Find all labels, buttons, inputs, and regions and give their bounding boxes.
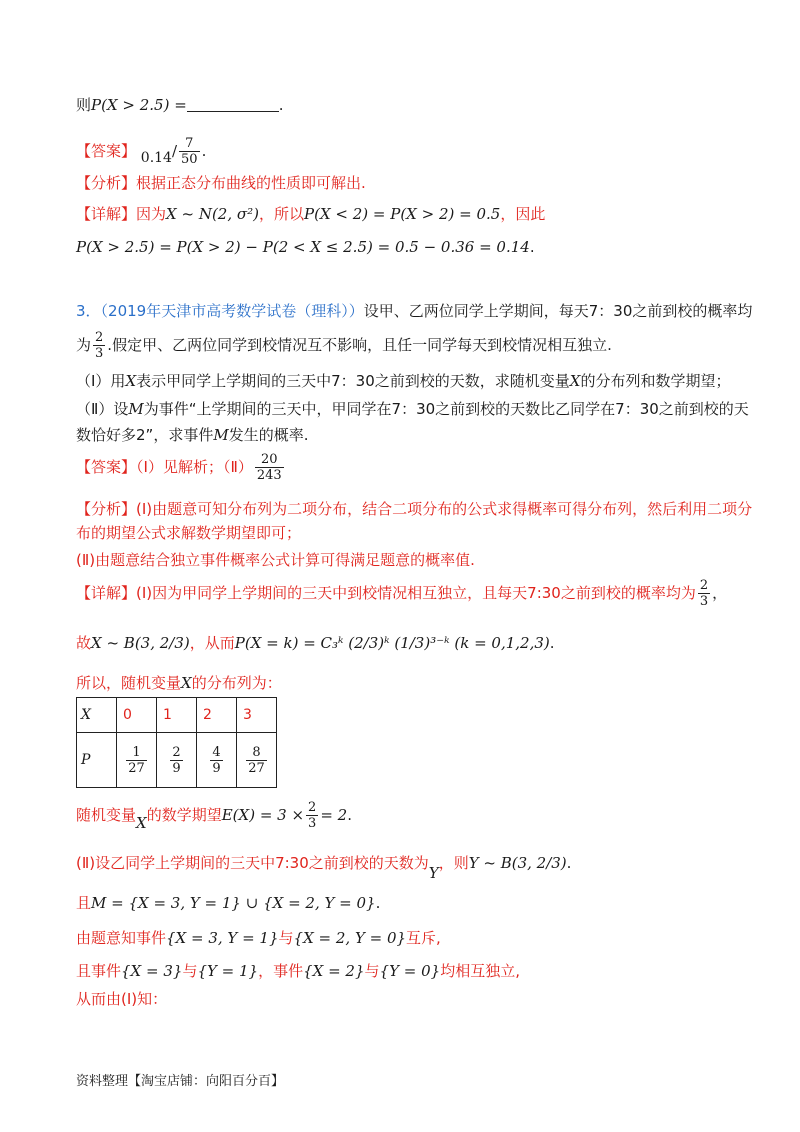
q3-stem-line-2 [76, 328, 612, 362]
detail-math: P(X < 2) = P(X > 2) = 0.5 [304, 205, 501, 223]
detail-math: M = {X = 3, Y = 1} ∪ {X = 2, Y = 0} [91, 894, 376, 912]
detail-text: 的分布列为： [191, 674, 282, 692]
q3-analysis-line-1 [76, 498, 752, 520]
detail-text: 所以，随机变量 [76, 674, 182, 692]
var-x: X [569, 372, 581, 390]
detail-math: {Y = 1} [197, 962, 259, 980]
prev-question-prefix: 则 [76, 96, 92, 114]
question-stem: 设甲、乙两位同学上学期间，每天7：30之前到校的概率均 [363, 302, 753, 320]
q3-part2-detail-line: (Ⅱ)设乙同学上学期间的三天中7:30之前到校的天数为Y，则Y ~ B(3, 2/3). [76, 854, 572, 882]
detail-text: 因为 [136, 205, 167, 223]
detail-text: 且 [76, 894, 92, 912]
detail-text: ，事件 [258, 962, 304, 980]
detail-text: 互斥, [406, 929, 441, 947]
q3-part2-line-1 [76, 398, 749, 420]
q3-stem-line-1 [76, 300, 752, 322]
table-cell: $\frac{2}{9}$ [157, 733, 197, 788]
question-source: （2019年天津市高考数学试卷（理科）） [100, 302, 364, 320]
table-header-cell: 3 [237, 698, 277, 733]
prev-question-line: 则P(X > 2.5) = . [76, 96, 284, 114]
distribution-table [76, 697, 277, 788]
analysis-text: (Ⅱ)由题意结合独立事件概率公式计算可得满足题意的概率值. [76, 551, 475, 569]
detail-fraction: $\frac{2}{3}$ [699, 578, 709, 609]
detail-text: 均相互独立, [440, 962, 520, 980]
part2-text: （Ⅱ）设 [76, 400, 129, 418]
var-x: X [181, 674, 192, 692]
expectation-math: E(X) = 3 × [221, 806, 305, 824]
detail-text: 与 [182, 962, 198, 980]
detail-text: ，所以 [258, 205, 304, 223]
detail-text: 且事件 [76, 962, 122, 980]
table-header-row [77, 698, 277, 733]
detail-text: 的数学期望 [146, 806, 222, 824]
prev-detail-line [76, 203, 545, 225]
table-header-cell: X [77, 698, 117, 733]
detail-math: {X = 2} [303, 962, 365, 980]
detail-formula: P(X > 2.5) = P(X > 2) − P(2 < X ≤ 2.5) = 0.5 − 0.36 = 0.14 [76, 238, 530, 256]
detail-text: 与 [278, 929, 294, 947]
var-x: X [125, 372, 137, 390]
detail-math: {X = 2, Y = 0} [293, 929, 407, 947]
detail-label: 【详解】 [76, 205, 137, 223]
expectation-fraction: $\frac{2}{3}$ [308, 800, 317, 831]
var-m: M [213, 426, 229, 444]
detail-text: ，因此 [500, 205, 546, 223]
q3-m-definition-line: 且M = {X = 3, Y = 1} ∪ {X = 2, Y = 0}. [76, 894, 381, 912]
table-header-cell: 1 [157, 698, 197, 733]
q3-analysis-line-3 [76, 549, 475, 571]
part2-text: 为事件“上学期间的三天中，甲同学在7：30之前到校的天数比乙同学在7：30之前到校的天 [143, 400, 749, 418]
q3-detail-line-1 [76, 576, 727, 610]
q3-final-line [76, 988, 167, 1010]
var-y: Y [428, 864, 439, 882]
answer-text: （Ⅰ）见解析；（Ⅱ） [136, 458, 253, 476]
analysis-label: 【分析】 [76, 174, 137, 192]
analysis-text: 布的期望公式求解数学期望即可； [76, 524, 302, 542]
detail-text: 与 [364, 962, 380, 980]
expectation-math: = 2 [320, 806, 348, 824]
answer-fraction: $\frac{7}{50}$ [181, 136, 198, 167]
analysis-text: 根据正态分布曲线的性质即可解出. [136, 174, 366, 192]
q3-detail-line-2: 故X ~ B(3, 2/3)，从而P(X = k) = C₃ᵏ (2/3)ᵏ (1/3)³⁻ᵏ (k = 0,1,2,3). [76, 634, 555, 652]
answer-label: 【答案】 [76, 458, 137, 476]
question-number: 3． [76, 302, 101, 320]
prev-answer-line: 【答案】 0.14/ $\frac{7}{50}$ . [76, 136, 207, 167]
q3-part2-line-2 [76, 424, 308, 446]
part1-text: 表示甲同学上学期间的三天中7：30之前到校的天数，求随机变量 [136, 372, 570, 390]
part1-text: （Ⅰ）用 [76, 372, 126, 390]
answer-slash: / [171, 142, 178, 160]
table-row-label: P [77, 733, 117, 788]
q3-independent-line [76, 960, 520, 982]
detail-math: {X = 3} [121, 962, 183, 980]
part2-text: 数恰好多2”，求事件 [76, 426, 214, 444]
detail-text: 由题意知事件 [76, 929, 167, 947]
detail-math: X ~ B(3, 2/3) [91, 634, 190, 652]
analysis-label: 【分析】 [76, 500, 137, 518]
q3-part1 [76, 370, 730, 392]
answer-blank [187, 97, 279, 112]
detail-math: X ~ N(2, σ²) [166, 205, 259, 223]
q3-analysis-line-2 [76, 522, 301, 544]
binomial-formula: P(X = k) = C₃ᵏ (2/3)ᵏ (1/3)³⁻ᵏ (k = 0,1,2,3) [234, 634, 550, 652]
part2-text: 发生的概率. [228, 426, 309, 444]
var-m: M [128, 400, 144, 418]
q3-exclusive-line [76, 927, 441, 949]
table-row [77, 733, 277, 788]
detail-label: 【详解】 [76, 584, 137, 602]
answer-value: 0.14 [140, 150, 172, 166]
detail-text: 故 [76, 634, 92, 652]
table-cell: $\frac{4}{9}$ [197, 733, 237, 788]
detail-text: (Ⅰ)因为甲同学上学期间的三天中到校情况相互独立，且每天7:30之前到校的概率均为 [136, 584, 696, 602]
detail-math: Y ~ B(3, 2/3) [468, 854, 567, 872]
var-x: X [136, 814, 147, 832]
analysis-text: (Ⅰ)由题意可知分布列为二项分布，结合二项分布的公式求得概率可得分布列，然后利用二项分 [136, 500, 753, 518]
q3-expectation-line: 随机变量X的数学期望E(X) = 3 × $\frac{2}{3}$ = 2. [76, 800, 352, 832]
detail-text: ，从而 [189, 634, 235, 652]
answer-fraction: $\frac{20}{243}$ [256, 452, 282, 483]
answer-label: 【答案】 [76, 142, 137, 160]
prev-analysis-line [76, 172, 366, 194]
prev-question-math: P(X > 2.5) = [91, 96, 187, 114]
detail-math: {X = 3, Y = 1} [166, 929, 279, 947]
table-header-cell: 2 [197, 698, 237, 733]
question-stem: 为 [76, 336, 92, 354]
prev-detail-formula: P(X > 2.5) = P(X > 2) − P(2 < X ≤ 2.5) = 0.5 − 0.36 = 0.14. [76, 238, 535, 256]
detail-math: {Y = 0} [379, 962, 441, 980]
part1-text: 的分布列和数学期望； [580, 372, 731, 390]
table-header-cell: 0 [117, 698, 157, 733]
detail-text: ， [712, 584, 728, 602]
stem-fraction: $\frac{2}{3}$ [95, 330, 104, 361]
detail-text: 随机变量 [76, 806, 137, 824]
table-cell: $\frac{8}{27}$ [237, 733, 277, 788]
question-stem: .假定甲、乙两位同学到校情况互不影响，且任一同学每天到校情况相互独立. [107, 336, 612, 354]
table-cell: $\frac{1}{27}$ [117, 733, 157, 788]
q3-detail-line-3 [76, 672, 282, 694]
q3-answer-line [76, 450, 286, 484]
detail-text: 从而由(Ⅰ)知： [76, 990, 168, 1008]
detail-text: (Ⅱ)设乙同学上学期间的三天中7:30之前到校的天数为 [76, 854, 429, 872]
page-footer: 资料整理【淘宝店铺：向阳百分百】 [76, 1074, 285, 1089]
detail-text: ，则 [438, 854, 469, 872]
